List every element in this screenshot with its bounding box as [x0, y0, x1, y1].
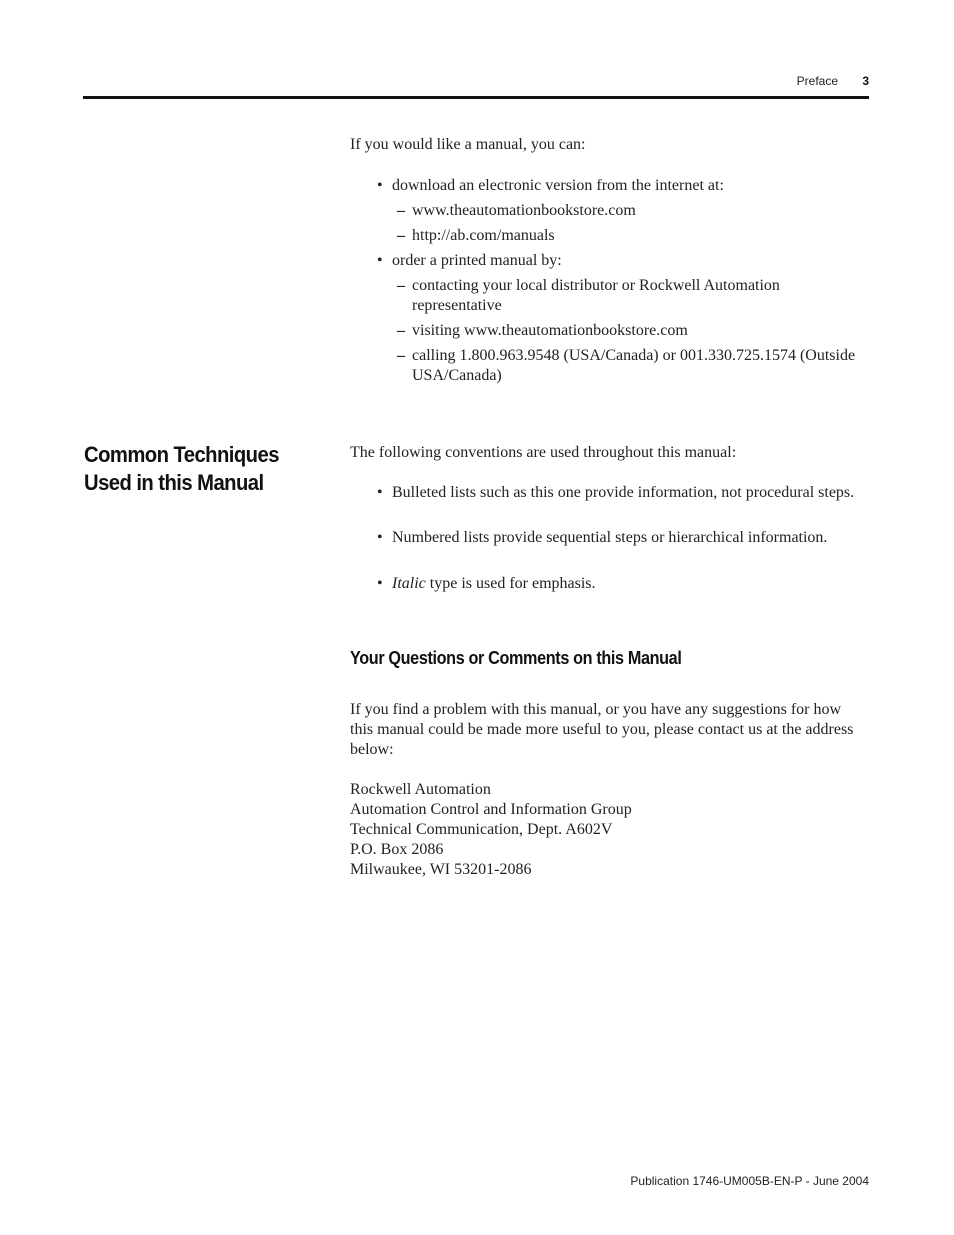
list-item-text: order a printed manual by: — [392, 252, 562, 269]
list-item — [377, 528, 857, 548]
list-subitem-text: contacting your local distributor or Rockwell Automation representative — [412, 277, 780, 314]
list-subitem — [397, 321, 857, 341]
list-item-text — [392, 574, 857, 594]
dash-icon: – — [397, 277, 405, 294]
list-item — [377, 574, 857, 594]
list-item-text: Bulleted lists such as this one provide information, not procedural steps. — [392, 484, 855, 501]
section-heading-common-techniques: Common Techniques Used in this Manual — [84, 442, 279, 495]
list-subitem-text: www.theautomationbookstore.com — [412, 202, 636, 219]
italic-item-rest: type is used for emphasis. — [425, 575, 596, 592]
list-subitem — [397, 276, 857, 316]
dash-icon: – — [397, 202, 405, 219]
address-line: Automation Control and Information Group — [350, 801, 632, 818]
address-line: Technical Communication, Dept. A602V — [350, 821, 613, 838]
dash-icon: – — [397, 347, 405, 364]
list-subitem — [397, 226, 857, 246]
list-subitem — [397, 201, 857, 221]
list-item-text: download an electronic version from the internet at: — [392, 177, 724, 194]
dash-icon: – — [397, 227, 405, 244]
bullet-icon: • — [377, 529, 383, 546]
list-subitem — [397, 346, 857, 386]
list-subitem-text: visiting www.theautomationbookstore.com — [412, 322, 688, 339]
address-line: Milwaukee, WI 53201-2086 — [350, 861, 532, 878]
bullet-icon: • — [377, 252, 383, 269]
conventions-intro: The following conventions are used throughout this manual: — [350, 444, 737, 461]
subheading-questions-comments: Your Questions or Comments on this Manual — [350, 648, 682, 668]
list-item — [377, 251, 857, 271]
running-header-section: Preface — [796, 74, 838, 88]
header-rule — [83, 96, 869, 99]
publication-footer: Publication 1746-UM005B-EN-P - June 2004 — [630, 1174, 869, 1188]
address-line: Rockwell Automation — [350, 781, 491, 798]
bullet-icon: • — [377, 177, 383, 194]
feedback-body: If you find a problem with this manual, or you have any suggestions for how this manual could be made more useful to you, please contact us at the address below: — [350, 701, 854, 758]
address-line: P.O. Box 2086 — [350, 841, 444, 858]
bullet-icon: • — [377, 484, 383, 501]
list-item-text: Numbered lists provide sequential steps or hierarchical information. — [392, 529, 828, 546]
list-subitem-text: http://ab.com/manuals — [412, 227, 555, 244]
list-subitem-text: calling 1.800.963.9548 (USA/Canada) or 001.330.725.1574 (Outside USA/Canada) — [412, 347, 856, 384]
bullet-icon: • — [377, 575, 383, 592]
dash-icon: – — [397, 322, 405, 339]
mailing-address — [350, 780, 870, 880]
italic-example: Italic — [392, 575, 426, 592]
list-item — [377, 483, 857, 503]
manual-intro: If you would like a manual, you can: — [350, 136, 586, 153]
list-item — [377, 176, 857, 196]
page-number: 3 — [862, 74, 869, 88]
